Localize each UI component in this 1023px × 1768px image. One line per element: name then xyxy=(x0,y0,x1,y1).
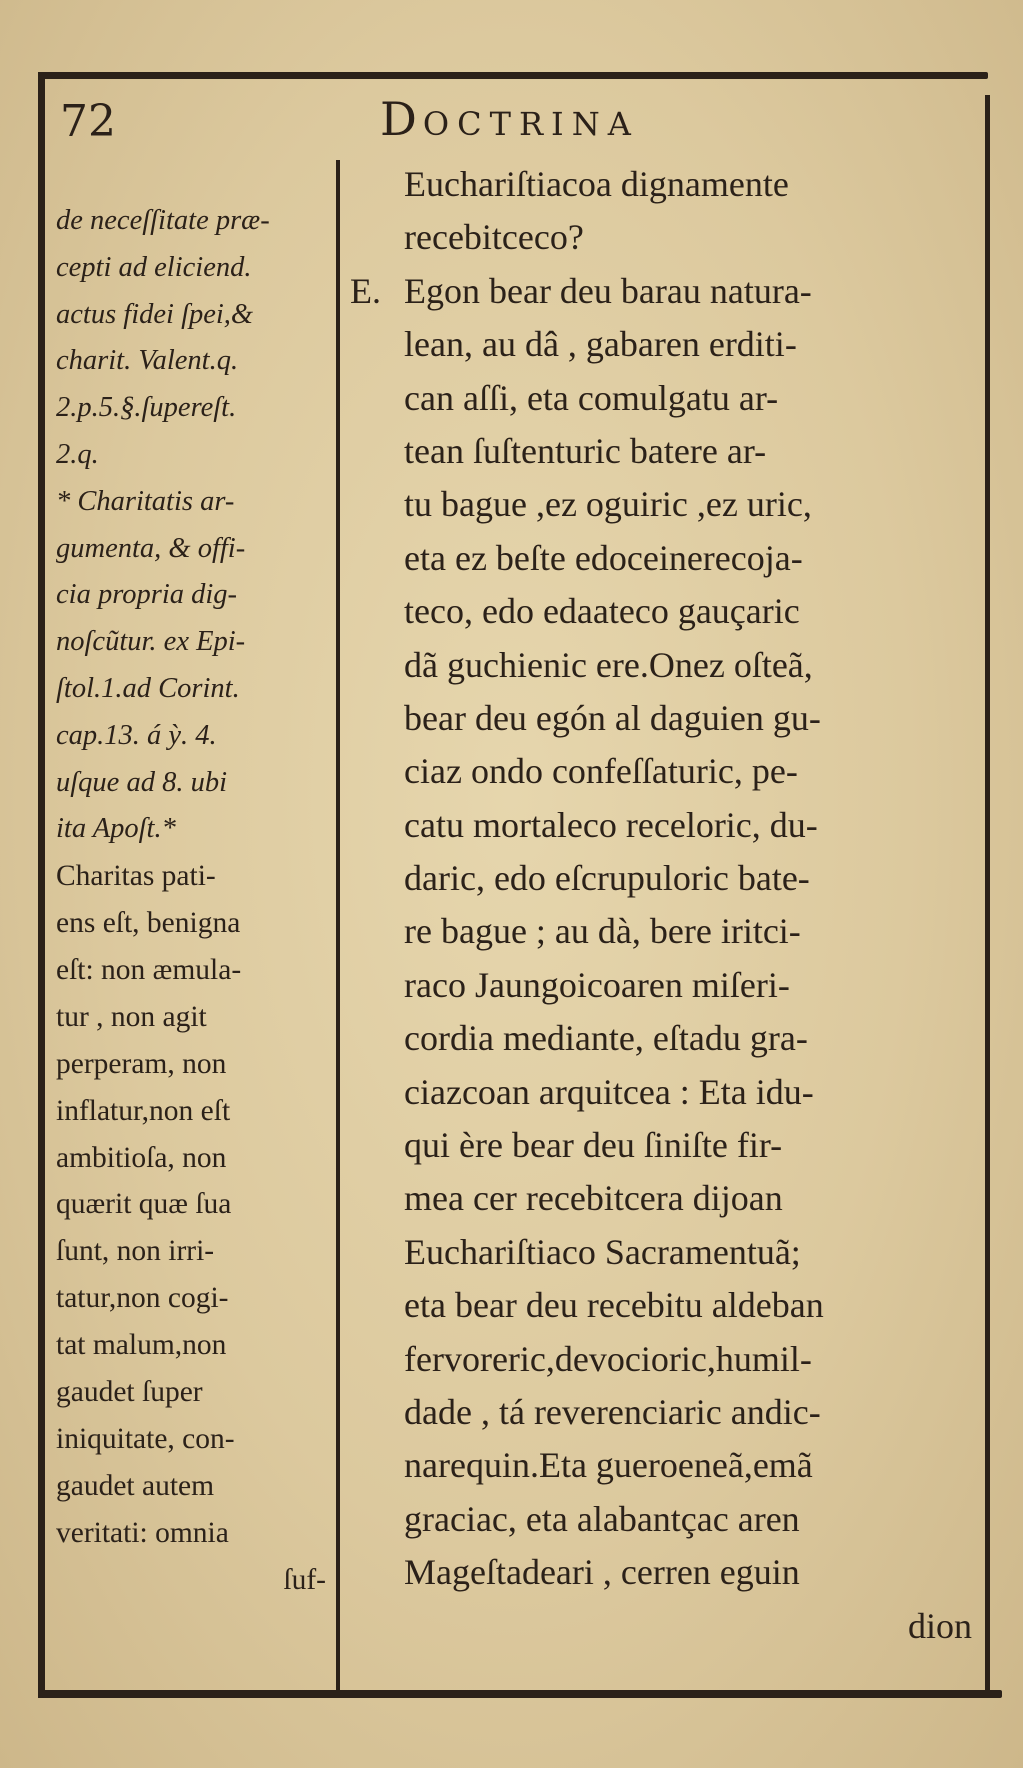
margin-note-italic-line: cap.13. á ỳ. 4. xyxy=(56,719,217,751)
main-text-line: ciazcoan arquitcea : Eta idu- xyxy=(404,1071,814,1112)
main-text-line: eta ez beſte edoceinerecoja- xyxy=(404,537,803,578)
main-text-line: Mageſtadeari , cerren eguin xyxy=(404,1552,800,1593)
marginal-note xyxy=(56,198,330,1603)
main-text-line: lean, au dâ , gabaren erditi- xyxy=(404,324,797,365)
main-text-line: re bague ; au dà, bere iritci- xyxy=(404,911,801,952)
margin-note-roman-line: inflatur,non eſt xyxy=(56,1094,231,1127)
margin-note-italic-line: noſcũtur. ex Epi- xyxy=(56,626,246,658)
page-number: 72 xyxy=(60,96,116,147)
margin-note-italic-line: 2.p.5.§.ſupereſt. xyxy=(56,392,237,424)
column-divider-rule xyxy=(336,160,340,1690)
main-text-line: Egon bear deu barau natura- xyxy=(404,270,812,311)
frame-top-rule xyxy=(38,72,988,79)
frame-right-rule xyxy=(985,95,990,1695)
main-text-line: raco Jaungoicoaren miſeri- xyxy=(404,964,790,1005)
margin-note-roman-line: ens eſt, benigna xyxy=(56,907,241,940)
running-head-initial: D xyxy=(380,92,423,146)
margin-note-italic-line: charit. Valent.q. xyxy=(56,345,239,377)
main-text-line: mea cer recebitcera dijoan xyxy=(404,1178,783,1219)
margin-note-italic-line: cepti ad eliciend. xyxy=(56,251,252,283)
margin-note-roman-line: tur , non agit xyxy=(56,1000,207,1033)
margin-note-italic-line: 2.q. xyxy=(56,438,99,470)
margin-note-italic-line: actus fidei ſpei,& xyxy=(56,298,254,330)
main-text-line: tu bague ,ez oguiric ,ez uric, xyxy=(404,484,812,525)
main-text-line: Euchariſtiacoa dignamente xyxy=(404,164,789,204)
main-text-line: recebitceco? xyxy=(404,217,584,258)
frame-left-rule xyxy=(38,72,45,1698)
main-text-line: can aſſi, eta comulgatu ar- xyxy=(404,377,779,418)
margin-note-roman-line: perperam, non xyxy=(56,1047,227,1080)
margin-note-roman-line: quærit quæ ſua xyxy=(56,1188,232,1221)
margin-note-italic-line: ſtol.1.ad Corint. xyxy=(56,672,240,704)
margin-note-italic-line: de neceſſitate præ- xyxy=(56,205,270,236)
margin-note-roman-line: ſuf- xyxy=(283,1563,326,1596)
main-text-line: eta bear deu recebitu aldeban xyxy=(404,1285,824,1326)
main-text-line: cordia mediante, eſtadu gra- xyxy=(404,1018,808,1059)
main-text-line: bear deu egón al daguien gu- xyxy=(404,697,821,738)
margin-note-italic-line: gumenta, & offi- xyxy=(56,532,246,564)
main-text-line: Euchariſtiaco Sacramentuã; xyxy=(404,1231,801,1272)
margin-note-roman-line: tatur,non cogi- xyxy=(56,1282,229,1315)
margin-note-roman-line: iniquitate, con- xyxy=(56,1422,235,1455)
margin-note-italic-line: * Charitatis ar- xyxy=(56,485,235,517)
main-text-line: graciac, eta alabantçac aren xyxy=(404,1498,800,1539)
margin-note-roman-line: tat malum,non xyxy=(56,1329,227,1362)
margin-note-italic-line: cia propria dig- xyxy=(56,579,238,611)
main-text-line: daric, edo eſcrupuloric bate- xyxy=(404,858,810,899)
main-text-line: teco, edo edaateco gauçaric xyxy=(404,591,800,632)
running-head xyxy=(380,92,639,146)
main-text-column xyxy=(404,158,976,1653)
margin-note-italic-line: uſque ad 8. ubi xyxy=(56,766,227,798)
margin-note-roman-line: Charitas pati- xyxy=(56,860,216,893)
main-text-line: narequin.Eta gueroeneã,emã xyxy=(404,1445,813,1486)
answer-marker: E. xyxy=(350,271,381,311)
frame-bottom-rule xyxy=(42,1690,1002,1698)
main-text-line: qui ère bear deu ſiniſte fir- xyxy=(404,1125,783,1166)
margin-note-italic-line: ita Apoſt.* xyxy=(56,813,176,845)
running-head-rest: OCTRINA xyxy=(422,105,639,143)
main-text-line: dion xyxy=(907,1605,972,1646)
main-text-line: fervoreric,devocioric,humil- xyxy=(404,1338,812,1379)
main-text-line: dade , tá reverenciaric andic- xyxy=(404,1391,821,1432)
margin-note-roman-line: veritati: omnia xyxy=(56,1516,229,1549)
margin-note-roman-line: eſt: non æmula- xyxy=(56,953,242,986)
margin-note-roman-line: ſunt, non irri- xyxy=(56,1235,215,1268)
main-text-line: dã guchienic ere.Onez oſteã, xyxy=(404,644,813,685)
margin-note-roman-line: ambitioſa, non xyxy=(56,1141,227,1174)
main-text-line: catu mortaleco receloric, du- xyxy=(404,804,818,845)
margin-note-roman-line: gaudet autem xyxy=(56,1469,215,1502)
main-text-line: ciaz ondo confeſſaturic, pe- xyxy=(404,751,798,792)
main-text-line: tean ſuſtenturic batere ar- xyxy=(404,430,767,471)
margin-note-roman-line: gaudet ſuper xyxy=(56,1375,203,1408)
